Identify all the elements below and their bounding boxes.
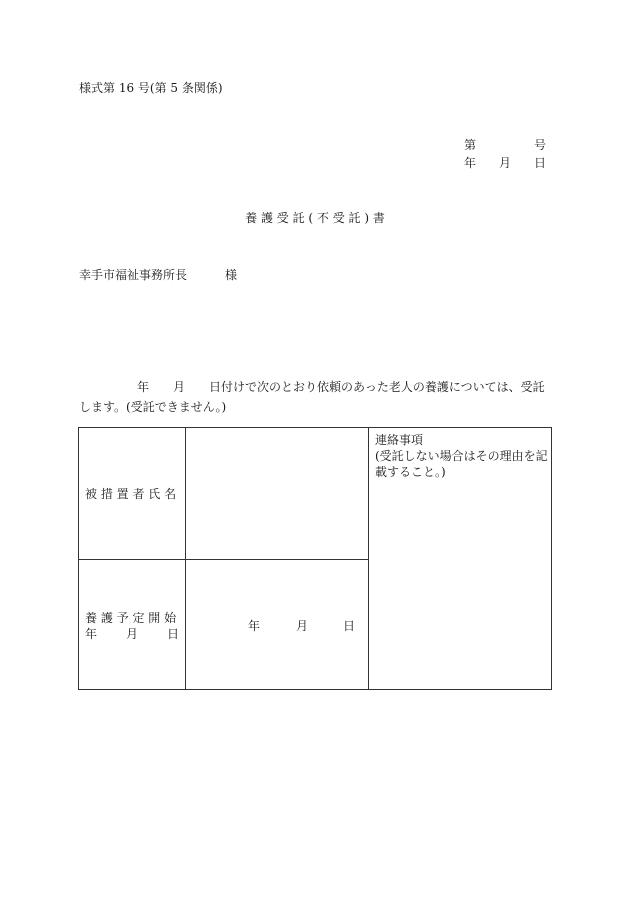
date-day: 日: [533, 156, 546, 170]
notes-line-2: 載すること。): [375, 465, 446, 479]
document-date: [464, 156, 546, 170]
body-year: 年: [137, 380, 150, 394]
form-number: 様式第 16 号(第 5 条関係): [79, 81, 223, 95]
start-day: 日: [343, 619, 356, 633]
body-month: 月: [173, 380, 186, 394]
form-table: [78, 427, 552, 690]
number-prefix: 第: [464, 138, 477, 152]
addressee: [79, 268, 237, 282]
notes-line-1: (受託しない場合はその理由を記: [375, 449, 548, 463]
number-suffix: 号: [533, 138, 546, 152]
start-month: 月: [296, 619, 309, 633]
start-date-label: 養 護 予 定 開 始: [85, 611, 177, 625]
addressee-honorific: 様: [225, 268, 238, 282]
start-label-month: 月: [125, 627, 138, 641]
body-paragraph: [79, 377, 555, 417]
date-year: 年: [464, 156, 477, 170]
addressee-name: 幸手市福祉事務所長: [79, 268, 188, 282]
start-label-year: 年: [85, 627, 98, 641]
body-text: 日付けで次のとおり依頼のあった老人の養護については、受託します。(受託できません。): [79, 380, 545, 414]
name-label: 被 措 置 者 氏 名: [85, 487, 177, 501]
date-month: 月: [498, 156, 511, 170]
start-label-day: 日: [166, 627, 179, 641]
document-title: 養 護 受 託 ( 不 受 託 ) 書: [245, 211, 385, 225]
notes-title: 連絡事項: [375, 433, 424, 447]
start-year: 年: [248, 619, 261, 633]
document-number: [464, 138, 546, 152]
start-date-label-ymd: [85, 626, 179, 642]
table-row-divider: [79, 559, 369, 560]
